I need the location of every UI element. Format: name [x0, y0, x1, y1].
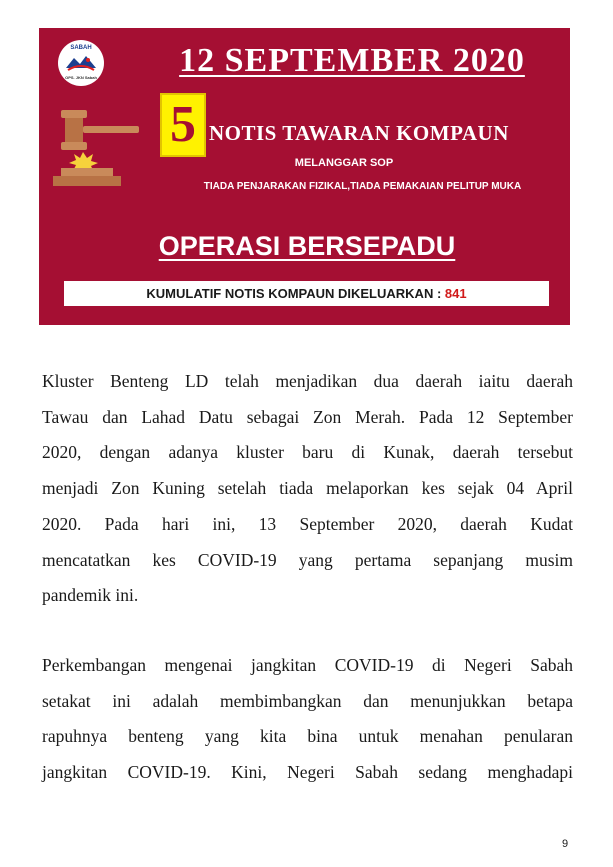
cumulative-label: KUMULATIF NOTIS KOMPAUN DIKELUARKAN : — [146, 286, 442, 301]
sabah-logo — [58, 40, 104, 86]
notice-count: 5 — [160, 93, 206, 157]
operation-title: OPERASI BERSEPADU — [158, 231, 456, 261]
paragraph-line: 2020, dengan adanya kluster baru di Kunak, daerah tersebut — [42, 442, 573, 463]
paragraph-line: setakat ini adalah membimbangkan dan menunjukkan betapa — [42, 690, 573, 711]
notice-title: NOTIS TAWARAN KOMPAUN — [209, 121, 509, 145]
logo-emblem-icon — [64, 52, 98, 74]
paragraph-1 — [42, 364, 573, 614]
logo-bottom-text: OPS. JKN Sabah — [65, 75, 97, 80]
gavel-icon — [47, 108, 143, 188]
paragraph-line: Perkembangan mengenai jangkitan COVID-19 di Negeri Sabah — [42, 655, 573, 675]
paragraph-2 — [42, 648, 573, 791]
paragraph-line: 2020. Pada hari ini, 13 September 2020, daerah Kudat — [42, 513, 573, 534]
violation-details: TIADA PENJARAKAN FIZIKAL,TIADA PEMAKAIAN PELITUP MUKA — [203, 181, 522, 192]
paragraph-line: Tawau dan Lahad Datu sebagai Zon Merah. Pada 12 September — [42, 406, 573, 427]
page-number: 9 — [562, 838, 569, 850]
paragraph-line: jangkitan COVID-19. Kini, Negeri Sabah sedang menghadapi — [42, 762, 573, 783]
paragraph-line: rapuhnya benteng yang kita bina untuk menahan penularan — [42, 726, 573, 747]
paragraph-line: Kluster Benteng LD telah menjadikan dua daerah iaitu daerah — [42, 371, 573, 391]
cumulative-bar — [64, 281, 549, 306]
banner-date: 12 SEPTEMBER 2020 — [179, 42, 525, 79]
paragraph-line: pandemik ini. — [42, 585, 139, 606]
violation-subtitle: MELANGGAR SOP — [294, 157, 394, 169]
logo-top-text: SABAH — [70, 45, 92, 51]
paragraph-line: menjadi Zon Kuning setelah tiada melaporkan kes sejak 04 April — [42, 478, 573, 499]
compound-notice-banner — [39, 28, 570, 325]
cumulative-value: 841 — [444, 286, 467, 301]
paragraph-line: mencatatkan kes COVID-19 yang pertama sepanjang musim — [42, 549, 573, 570]
